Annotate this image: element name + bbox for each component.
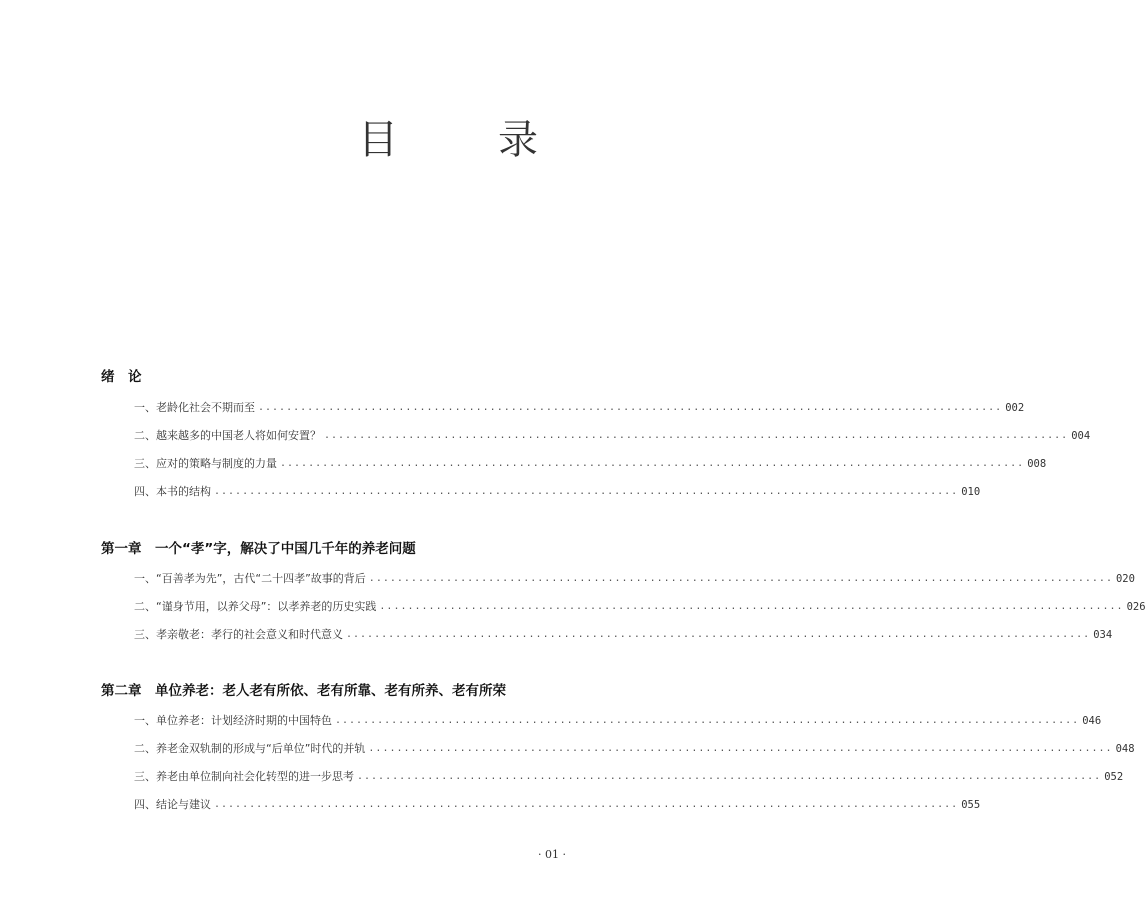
dot-leader: .......................................................................................................... — [368, 573, 1113, 584]
section-heading: 第一章 一个“孝”字，解决了中国几千年的养老问题 — [101, 541, 416, 557]
toc-entry-label: 二、“谨身节用，以养父母”：以孝养老的历史实践 — [134, 600, 377, 613]
dot-leader: .......................................................................................................... — [357, 771, 1102, 782]
toc-entry-label: 三、孝亲敬老：孝行的社会意义和时代意义 — [134, 628, 343, 641]
toc-entry-page: 034 — [1093, 629, 1113, 641]
toc-entry[interactable] — [134, 484, 981, 500]
dot-leader: .......................................................................................................... — [368, 743, 1113, 754]
toc-entry[interactable] — [134, 400, 1025, 416]
toc-entry-page: 010 — [961, 486, 981, 498]
toc-entry[interactable] — [134, 456, 1047, 472]
toc-title: 目 录 — [358, 117, 568, 163]
toc-entry-label: 二、养老金双轨制的形成与“后单位”时代的并轨 — [134, 742, 366, 755]
toc-entry-page: 002 — [1005, 402, 1025, 414]
toc-entry-page: 004 — [1071, 430, 1091, 442]
dot-leader: .......................................................................................................... — [324, 430, 1069, 441]
toc-entry-label: 四、结论与建议 — [134, 798, 211, 811]
toc-entry-label: 一、单位养老：计划经济时期的中国特色 — [134, 714, 332, 727]
toc-entry-page: 046 — [1082, 715, 1102, 727]
section-heading: 第二章 单位养老：老人老有所依、老有所靠、老有所养、老有所荣 — [101, 683, 506, 699]
toc-entry-page: 052 — [1104, 771, 1124, 783]
dot-leader: .......................................................................................................... — [379, 601, 1124, 612]
toc-entry-label: 三、养老由单位制向社会化转型的进一步思考 — [134, 770, 354, 783]
toc-entry-label: 一、老龄化社会不期而至 — [134, 401, 255, 414]
toc-entry[interactable] — [134, 599, 1146, 615]
page-number: · 01 · — [538, 848, 566, 861]
toc-entry[interactable] — [134, 428, 1091, 444]
toc-entry-label: 四、本书的结构 — [134, 485, 211, 498]
toc-entry[interactable] — [134, 741, 1135, 757]
section-heading: 绪 论 — [101, 369, 142, 385]
toc-entry-page: 008 — [1027, 458, 1047, 470]
toc-entry[interactable] — [134, 627, 1113, 643]
dot-leader: .......................................................................................................... — [335, 715, 1080, 726]
toc-entry-label: 三、应对的策略与制度的力量 — [134, 457, 277, 470]
dot-leader: .......................................................................................................... — [346, 629, 1091, 640]
dot-leader: .......................................................................................................... — [214, 799, 959, 810]
toc-entry[interactable] — [134, 769, 1124, 785]
toc-entry[interactable] — [134, 713, 1102, 729]
toc-entry-label: 一、“百善孝为先”，古代“二十四孝”故事的背后 — [134, 572, 366, 585]
dot-leader: .......................................................................................................... — [214, 486, 959, 497]
dot-leader: .......................................................................................................... — [280, 458, 1025, 469]
dot-leader: .......................................................................................................... — [258, 402, 1003, 413]
toc-entry-page: 020 — [1115, 573, 1135, 585]
toc-entry-page: 048 — [1115, 743, 1135, 755]
toc-entry-page: 026 — [1126, 601, 1146, 613]
toc-entry[interactable] — [134, 797, 981, 813]
toc-entry[interactable] — [134, 571, 1135, 587]
toc-entry-label: 二、越来越多的中国老人将如何安置？ — [134, 429, 321, 442]
toc-entry-page: 055 — [961, 799, 981, 811]
